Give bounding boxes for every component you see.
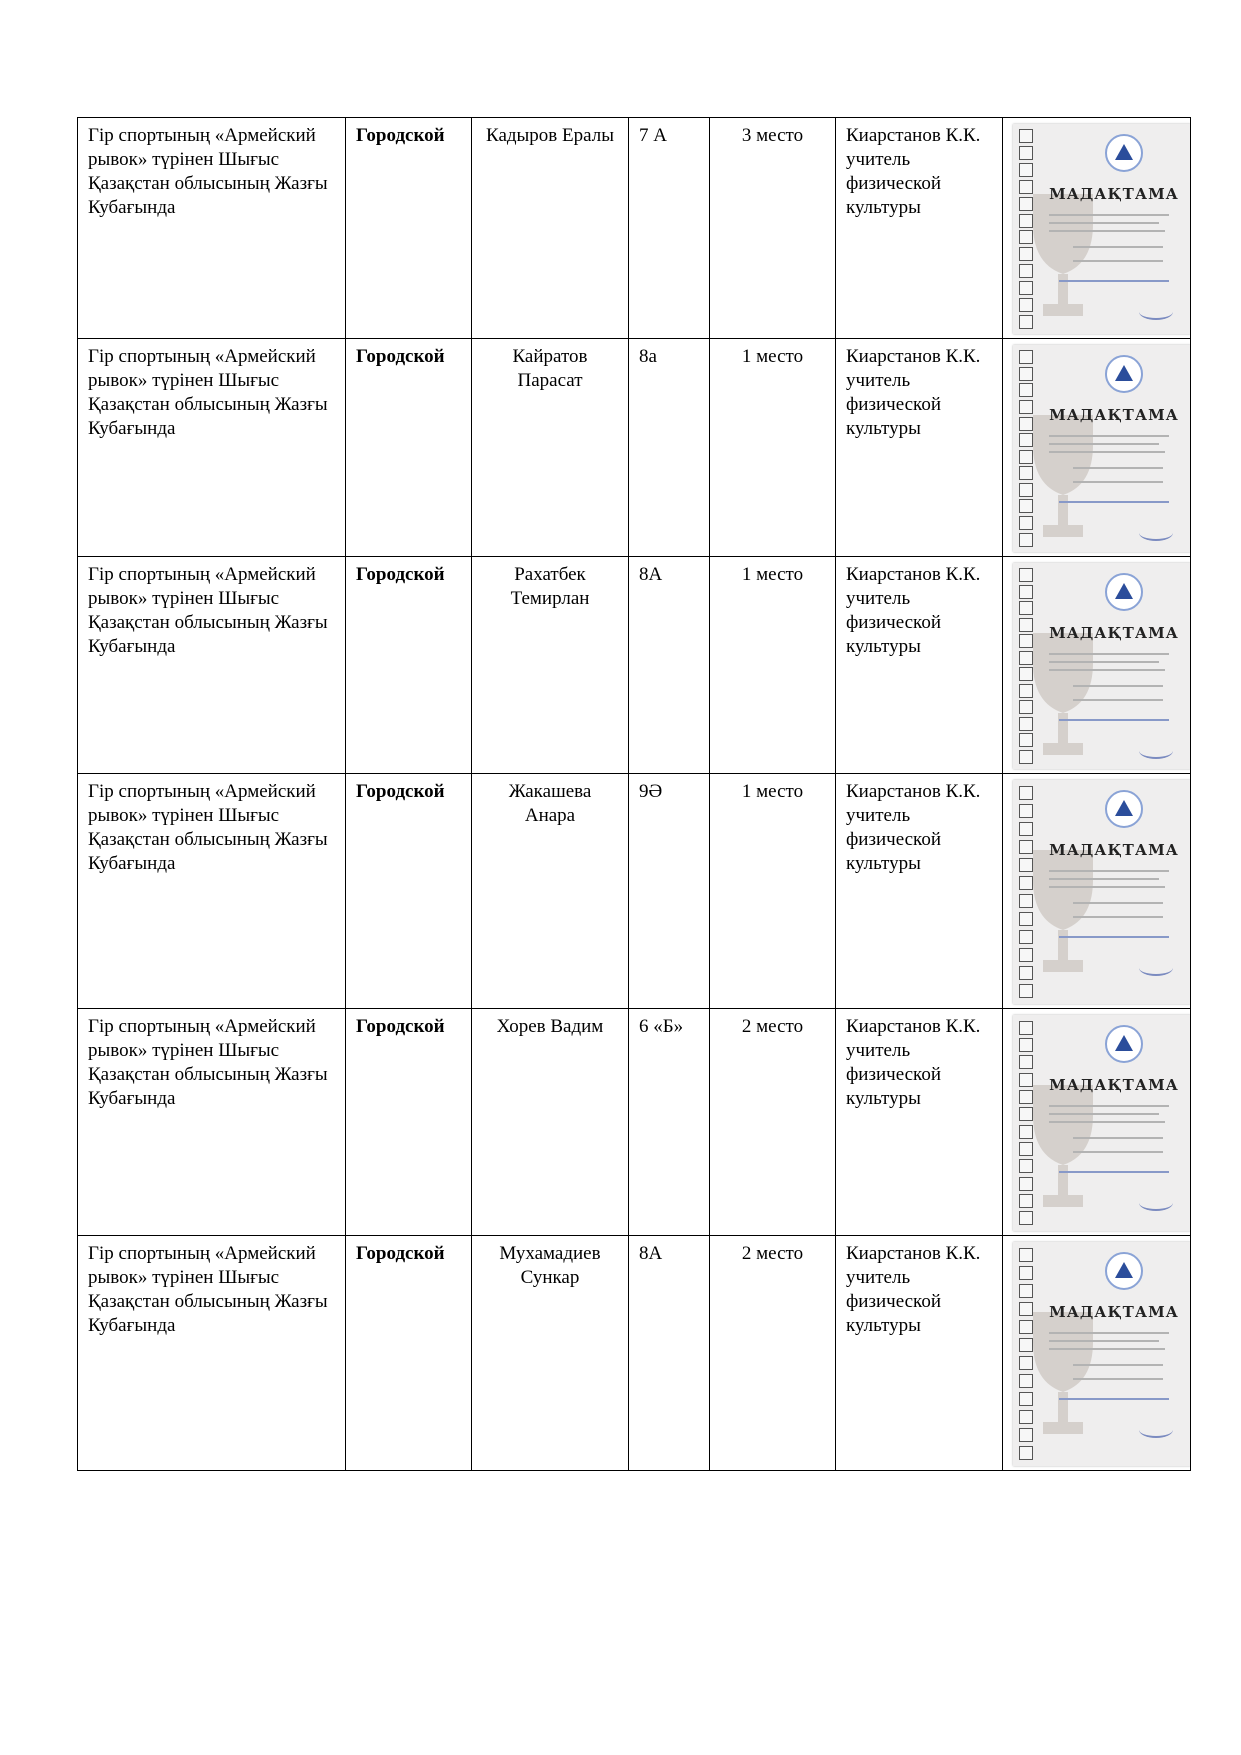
federation-logo [1105,1252,1143,1290]
place-result: 2 место [710,1009,836,1236]
teacher-name: Киарстанов К.К. учитель физической культуры [836,1236,1003,1471]
teacher-name: Киарстанов К.К. учитель физической культуры [836,774,1003,1009]
trophy-cup-icon [1023,1075,1103,1225]
teacher-name: Киарстанов К.К. учитель физической культуры [836,557,1003,774]
trophy-cup-icon [1023,1302,1103,1452]
event-name: Гір спортының «Армейский рывок» түрінен Шығыс Қазақстан облысының Жазғы Кубағында [78,1236,346,1471]
table-row [78,557,1191,774]
certificate-title: МАДАҚТАМА [1049,841,1179,859]
teacher-name: Киарстанов К.К. учитель физической культуры [836,1009,1003,1236]
student-class: 8А [629,557,710,774]
table-row [78,118,1191,339]
competition-level: Городской [346,557,472,774]
student-name: Жакашева Анара [472,774,629,1009]
trophy-cup-icon [1023,840,1103,990]
student-name: Мухамадиев Сункар [472,1236,629,1471]
student-class: 8а [629,339,710,557]
certificate-image [1013,1242,1191,1466]
event-name: Гір спортының «Армейский рывок» түрінен Шығыс Қазақстан облысының Жазғы Кубағында [78,118,346,339]
competition-level: Городской [346,118,472,339]
certificate-cell [1003,339,1191,557]
signature-mark [1139,1195,1173,1211]
federation-logo [1105,1025,1143,1063]
signature-mark [1139,525,1173,541]
awards-table [77,117,1191,1471]
federation-logo [1105,355,1143,393]
certificate-cell [1003,557,1191,774]
certificate-image [1013,124,1191,334]
student-class: 6 «Б» [629,1009,710,1236]
federation-logo [1105,573,1143,611]
student-class: 8А [629,1236,710,1471]
certificate-cell [1003,1009,1191,1236]
teacher-name: Киарстанов К.К. учитель физической культуры [836,339,1003,557]
event-name: Гір спортының «Армейский рывок» түрінен Шығыс Қазақстан облысының Жазғы Кубағында [78,339,346,557]
table-row [78,774,1191,1009]
place-result: 1 место [710,339,836,557]
federation-logo [1105,134,1143,172]
certificate-cell [1003,1236,1191,1471]
certificate-cell [1003,118,1191,339]
certificate-title: МАДАҚТАМА [1049,185,1179,203]
federation-logo [1105,790,1143,828]
competition-level: Городской [346,339,472,557]
place-result: 1 место [710,557,836,774]
student-class: 7 А [629,118,710,339]
certificate-image [1013,345,1191,552]
certificate-cell [1003,774,1191,1009]
student-name: Кайратов Парасат [472,339,629,557]
place-result: 1 место [710,774,836,1009]
trophy-cup-icon [1023,184,1103,334]
event-name: Гір спортының «Армейский рывок» түрінен Шығыс Қазақстан облысының Жазғы Кубағында [78,774,346,1009]
certificate-image [1013,1015,1191,1231]
student-class: 9Ә [629,774,710,1009]
certificate-title: МАДАҚТАМА [1049,1076,1179,1094]
certificate-image [1013,563,1191,769]
event-name: Гір спортының «Армейский рывок» түрінен Шығыс Қазақстан облысының Жазғы Кубағында [78,1009,346,1236]
table-row [78,339,1191,557]
teacher-name: Киарстанов К.К. учитель физической культуры [836,118,1003,339]
place-result: 2 место [710,1236,836,1471]
certificate-image [1013,780,1191,1004]
place-result: 3 место [710,118,836,339]
signature-mark [1139,304,1173,320]
certificate-title: МАДАҚТАМА [1049,624,1179,642]
competition-level: Городской [346,1236,472,1471]
trophy-cup-icon [1023,405,1103,552]
table-body [78,118,1191,1471]
student-name: Кадыров Ералы [472,118,629,339]
event-name: Гір спортының «Армейский рывок» түрінен Шығыс Қазақстан облысының Жазғы Кубағында [78,557,346,774]
competition-level: Городской [346,1009,472,1236]
signature-mark [1139,960,1173,976]
competition-level: Городской [346,774,472,1009]
table-row [78,1236,1191,1471]
signature-mark [1139,1422,1173,1438]
certificate-title: МАДАҚТАМА [1049,406,1179,424]
student-name: Хорев Вадим [472,1009,629,1236]
signature-mark [1139,743,1173,759]
certificate-title: МАДАҚТАМА [1049,1303,1179,1321]
table-row [78,1009,1191,1236]
student-name: Рахатбек Темирлан [472,557,629,774]
